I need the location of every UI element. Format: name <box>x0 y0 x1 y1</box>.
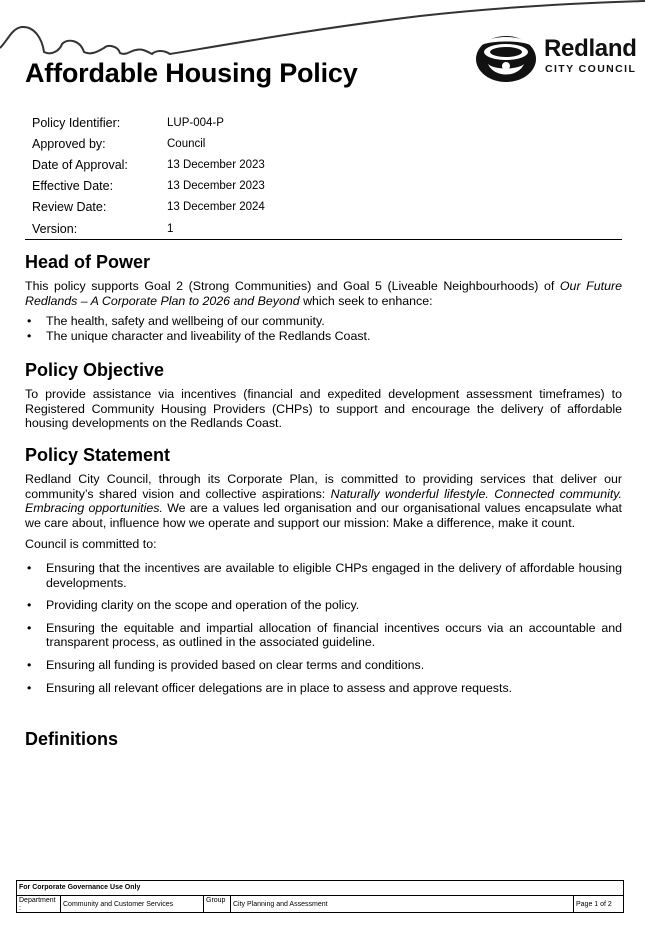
text-run: This policy supports Goal 2 (Strong Communities) and Goal 5 (Liveable Neighbourhoods) of <box>25 279 560 293</box>
page-number: Page 1 of 2 <box>576 901 612 908</box>
logo-subtitle: CITY COUNCIL <box>545 63 637 75</box>
policy-metadata-table <box>25 112 622 240</box>
logo-name: Redland <box>544 35 637 62</box>
meta-value: LUP-004-P <box>167 116 224 129</box>
policy-statement-paragraph <box>25 472 622 530</box>
department-label: Department <box>19 897 56 904</box>
meta-row <box>25 112 622 133</box>
list-item: • Providing clarity on the scope and operation of the policy. <box>25 598 622 613</box>
section-heading: Policy Statement <box>25 445 171 465</box>
meta-label: Effective Date: <box>32 179 114 194</box>
list-item: • The unique character and liveability of the Redlands Coast. <box>25 329 622 344</box>
group-value: City Planning and Assessment <box>231 896 574 912</box>
governance-footer <box>16 880 624 913</box>
meta-row <box>25 218 622 239</box>
meta-label: Approved by: <box>32 136 106 151</box>
text-run: Redland City Council, through its Corporate Plan, is committed to providing services that deliver our community’s shared vision and collective aspirations: <box>25 472 622 501</box>
list-item: • Ensuring the equitable and impartial allocation of financial incentives occurs via an accountable and transparent process, as outlined in the associated guideline. <box>25 621 622 650</box>
head-of-power-list <box>25 314 622 343</box>
department-colon: : <box>19 905 21 912</box>
meta-row <box>25 176 622 197</box>
list-item: • Ensuring all funding is provided based on clear terms and conditions. <box>25 658 622 673</box>
redland-city-council-logo <box>474 30 644 84</box>
meta-value: 13 December 2024 <box>167 201 265 214</box>
page-title: Affordable Housing Policy <box>25 58 358 88</box>
policy-statement-section <box>25 445 622 703</box>
meta-value: 13 December 2023 <box>167 158 265 171</box>
meta-label: Date of Approval: <box>32 157 128 172</box>
meta-row <box>25 197 622 218</box>
meta-value: 1 <box>167 222 174 235</box>
commitment-list <box>25 561 622 695</box>
corporate-plan-title: Our Future Redlands – A Corporate Plan to 2026 and Beyond <box>25 279 622 308</box>
meta-row <box>25 133 622 154</box>
policy-objective-paragraph: To provide assistance via incentives (financial and expedited development assessment timeframes) to Registered Community Housing Providers (CHPs) to support and encourage the delivery of affordable housing developments on the Redlands Coast. <box>25 387 622 431</box>
meta-label: Review Date: <box>32 200 107 215</box>
group-label: Group <box>204 896 231 912</box>
list-item: • The health, safety and wellbeing of our community. <box>25 314 622 329</box>
meta-value: 13 December 2023 <box>167 180 265 193</box>
meta-value: Council <box>167 137 206 150</box>
commitment-intro: Council is committed to: <box>25 537 157 552</box>
head-of-power-paragraph <box>25 279 622 308</box>
text-run: which seek to enhance: <box>299 293 433 308</box>
list-item: • Ensuring that the incentives are available to eligible CHPs engaged in the delivery of affordable housing developments. <box>25 561 622 590</box>
text-run: We are a values led organisation and our organisational values encapsulate what we care about, influence how we operate and support our mission: Make a difference, make it count. <box>25 501 622 530</box>
meta-row <box>25 154 622 175</box>
list-item: • Ensuring all relevant officer delegations are in place to assess and approve requests. <box>25 681 622 696</box>
meta-label: Policy Identifier: <box>32 115 121 130</box>
definitions-section <box>25 729 622 756</box>
council-vision: Naturally wonderful lifestyle. Connected community. Embracing opportunities. <box>25 486 622 516</box>
meta-label: Version: <box>32 221 78 236</box>
policy-objective-section <box>25 360 622 431</box>
department-label-cell <box>17 896 61 912</box>
head-of-power-section <box>25 252 622 343</box>
redland-logo-icon <box>474 30 538 84</box>
section-heading: Head of Power <box>25 252 151 272</box>
department-value: Community and Customer Services <box>61 896 204 912</box>
footer-row <box>17 896 623 912</box>
footer-heading: For Corporate Governance Use Only <box>17 881 623 896</box>
section-heading: Policy Objective <box>25 360 165 380</box>
section-heading: Definitions <box>25 729 118 749</box>
